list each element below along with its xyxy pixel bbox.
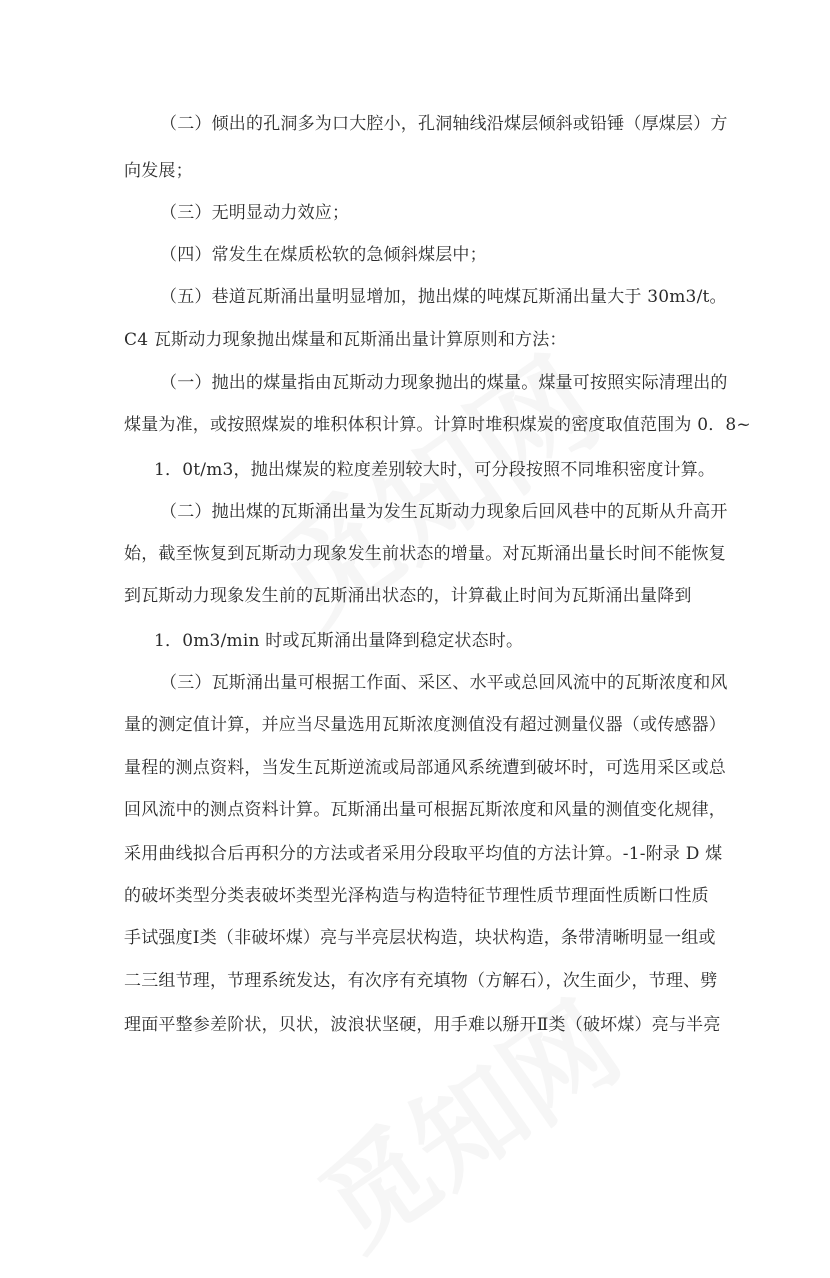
paragraph-line: 量程的测点资料，当发生瓦斯逆流或局部通风系统遭到破坏时，可选用采区或总 [124, 758, 726, 778]
paragraph-line: 向发展； [124, 161, 193, 181]
paragraph-line: （三）无明显动力效应； [160, 203, 350, 223]
paragraph-line: 煤量为准，或按照煤炭的堆积体积计算。计算时堆积煤炭的密度取值范围为 0．8~ [124, 415, 751, 435]
section-heading: C4 瓦斯动力现象抛出煤量和瓦斯涌出量计算原则和方法： [124, 330, 567, 350]
paragraph-line: （三）瓦斯涌出量可根据工作面、采区、水平或总回风流中的瓦斯浓度和风 [160, 673, 728, 693]
paragraph-line: 的破坏类型分类表破坏类型光泽构造与构造特征节理性质节理面性质断口性质 [124, 886, 709, 906]
watermark [285, 960, 646, 1278]
paragraph-line: 理面平整参差阶状，贝状，波浪状坚硬，用手难以掰开Ⅱ类（破坏煤）亮与半亮 [124, 1015, 721, 1035]
paragraph-line: 回风流中的测点资料计算。瓦斯涌出量可根据瓦斯浓度和风量的测值变化规律， [124, 800, 726, 820]
paragraph-line: 始，截至恢复到瓦斯动力现象发生前状态的增量。对瓦斯涌出量长时间不能恢复 [124, 544, 726, 564]
paragraph-line: 到瓦斯动力现象发生前的瓦斯涌出状态的，计算截止时间为瓦斯涌出量降到 [124, 586, 692, 606]
paragraph-line: 二三组节理，节理系统发达，有次序有充填物（方解石），次生面少，节理、劈 [124, 971, 718, 991]
paragraph-line: （一）抛出的煤量指由瓦斯动力现象抛出的煤量。煤量可按照实际清理出的 [160, 373, 728, 393]
paragraph-line: （二）抛出煤的瓦斯涌出量为发生瓦斯动力现象后回风巷中的瓦斯从升高开 [160, 502, 728, 522]
paragraph-line: （二）倾出的孔洞多为口大腔小，孔洞轴线沿煤层倾斜或铅锤（厚煤层）方 [160, 114, 728, 134]
paragraph-line: 手试强度Ⅰ类（非破坏煤）亮与半亮层状构造，块状构造，条带清晰明显一组或 [124, 928, 716, 948]
paragraph-line: 采用曲线拟合后再积分的方法或者采用分段取平均值的方法计算。-1-附录 D 煤 [124, 844, 723, 864]
paragraph-line: 1．0t/m3，抛出煤炭的粒度差别较大时，可分段按照不同堆积密度计算。 [154, 460, 716, 480]
paragraph-line: 1．0m3/min 时或瓦斯涌出量降到稳定状态时。 [154, 631, 524, 651]
paragraph-line: 量的测定值计算，并应当尽量选用瓦斯浓度测值没有超过测量仪器（或传感器） [124, 715, 726, 735]
paragraph-line: （五）巷道瓦斯涌出量明显增加，抛出煤的吨煤瓦斯涌出量大于 30m3/t。 [160, 287, 727, 307]
paragraph-line: （四）常发生在煤质松软的急倾斜煤层中； [160, 245, 487, 265]
